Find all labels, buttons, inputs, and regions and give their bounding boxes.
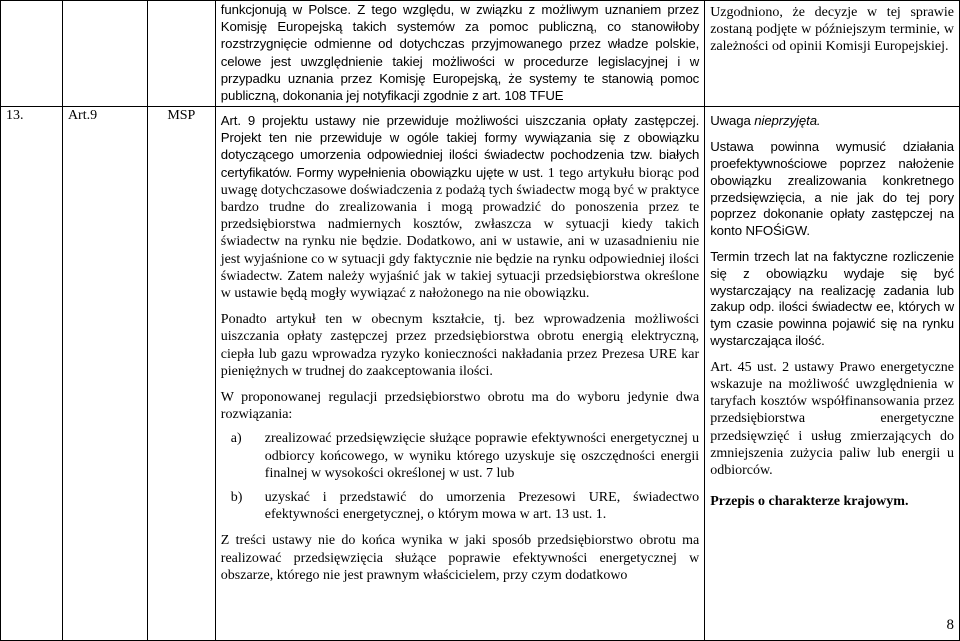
- response-bold-note: [710, 493, 954, 510]
- response-text: Uzgodniono, że decyzje w tej sprawie zostaną podjęte w późniejszym terminie, w zależności od opinii Komisji Europejskiej.: [710, 5, 954, 55]
- cell-article-empty: [62, 1, 147, 107]
- row-number: 13.: [1, 107, 63, 641]
- cell-institution-empty: [147, 1, 215, 107]
- list-item: [221, 489, 699, 523]
- response-bold-text: Przepis o charakterze krajowym.: [710, 494, 909, 510]
- comment-paragraph-3: W proponowanej regulacji przedsiębiorstwo obrotu ma do wyboru jedynie dwa rozwiązania:: [220, 390, 700, 423]
- row-article: Art.9: [62, 107, 147, 641]
- response-paragraph-2: Termin trzech lat na faktyczne rozliczenie się z obowiązku wydaje się być wystarczający na realizację zadania lub zakup odp. ilości świadectw ee, których w tym czasie powinna pojawić się na rynku wystarczająca ilość.: [710, 248, 954, 348]
- list-item: [221, 430, 699, 482]
- response-status: [710, 113, 954, 130]
- response-lead: Uwaga: [710, 113, 751, 128]
- comment-text: funkcjonują w Polsce. Z tego względu, w związku z możliwym uznaniem przez Komisję Europejską takich systemów za pomoc publiczną, co stanowiłoby rozstrzygnięcie odmienne od dotychczas przyjmowanego przez władze polskie, celowe jest uwzględnienie takiej możliwości w procedurze legislacyjnej i w przypadku uznania przez Komisję Europejską, że systemy te stanowią pomoc publiczną, dokonania jej notyfikacji zgodnie z art. 108 TFUE: [220, 2, 700, 104]
- list-item-label: b): [230, 490, 243, 506]
- comment-paragraph-4: Z treści ustawy nie do końca wynika w jaki sposób przedsiębiorstwo obrotu ma realizować przedsięwzięcia służące poprawie efektywności energetycznej w obszarze, którego nie jest prawnym właścicielem, przy czym dodatkowo: [220, 533, 700, 583]
- row-institution: MSP: [147, 107, 215, 641]
- table-row-13: [1, 107, 960, 641]
- response-lead-italic: nieprzyjęta.: [754, 113, 821, 128]
- response-cell: [705, 1, 960, 107]
- list-item-text: zrealizować przedsięwzięcie służące poprawie efektywności energetycznej u odbiorcy końcowego, w wyniku którego uzyskuje się oszczędności energii finalnej w wysokości określonej w ust. 7 lub: [264, 431, 700, 481]
- list-item-text: uzyskać i przedstawić do umorzenia Prezesowi URE, świadectwo efektywności energetycznej, o którym mowa w art. 13 ust. 1.: [264, 490, 700, 523]
- comment-intro-sans: Art. 9 projektu ustawy nie przewiduje możliwości uiszczania opłaty zastępczej. Projekt ten nie przewiduje w ogóle takiej formy wywiązania się z obowiązku dotyczącego umorzenia odpowiedniej ilości świadectw pochodzenia tzw. białych certyfikatów. Formy wypełnienia obowiązku ujęte w ust.: [220, 113, 700, 180]
- table-row-previous: [1, 1, 960, 107]
- response-paragraph-1: Ustawa powinna wymusić działania proefektywnościowe poprzez nałożenie obowiązku zrealizowania konkretnego przedsięwzięcia, a nie jak do tej pory poprzez dokonanie opłaty zastępczej na konto NFOŚiGW.: [710, 139, 954, 239]
- comment-cell: [215, 1, 704, 107]
- comment-cell: [215, 107, 704, 641]
- response-paragraph-3: Art. 45 ust. 2 ustawy Prawo energetyczne wskazuje na możliwość uwzględnienia w taryfach kosztów współfinansowania przez przedsiębiorstwa energetyczne przedsięwzięć i usług zmierzających do zmniejszenia zużycia paliw lub energii u odbiorców.: [710, 359, 954, 478]
- page-number: 8: [946, 617, 954, 633]
- comment-paragraph-1: [221, 113, 699, 302]
- comment-intro-serif: 1 tego artykułu biorąc pod uwagę dotychczasowe doświadczenia z podażą tych świadectw mogą być w praktyce bardzo trudne do zrealizowania i mogą prowadzić do ponoszenia przez te przedsiębiorstwa nadmiernych kosztów, zwłaszcza w sytuacji kiedy takich świadectw na rynku nie będzie. Dodatkowo, ani w ustawie, ani w uzasadnieniu nie jest wyjaśnione co w sytuacji gdy faktycznie nie będzie na rynku odpowiedniej ilości świadectw. Zatem należy wyjaśnić jak w takiej sytuacji przedsiębiorstwa określone w ustawie będą mogły wywiązać z nałożonego na nie obowiązku.: [220, 165, 700, 302]
- cell-number-empty: [1, 1, 63, 107]
- list-item-label: a): [230, 431, 242, 447]
- response-cell: [705, 107, 960, 641]
- comment-paragraph-2: Ponadto artykuł ten w obecnym kształcie, tj. bez wprowadzenia możliwości uiszczania opłaty zastępczej przez przedsiębiorstwa obrotu energią elektryczną, ciepła lub gazu wprowadza ryzyko konieczności nakładania przez Prezesa URE kar pieniężnych w trudnej do zaakceptowania ilości.: [220, 312, 700, 379]
